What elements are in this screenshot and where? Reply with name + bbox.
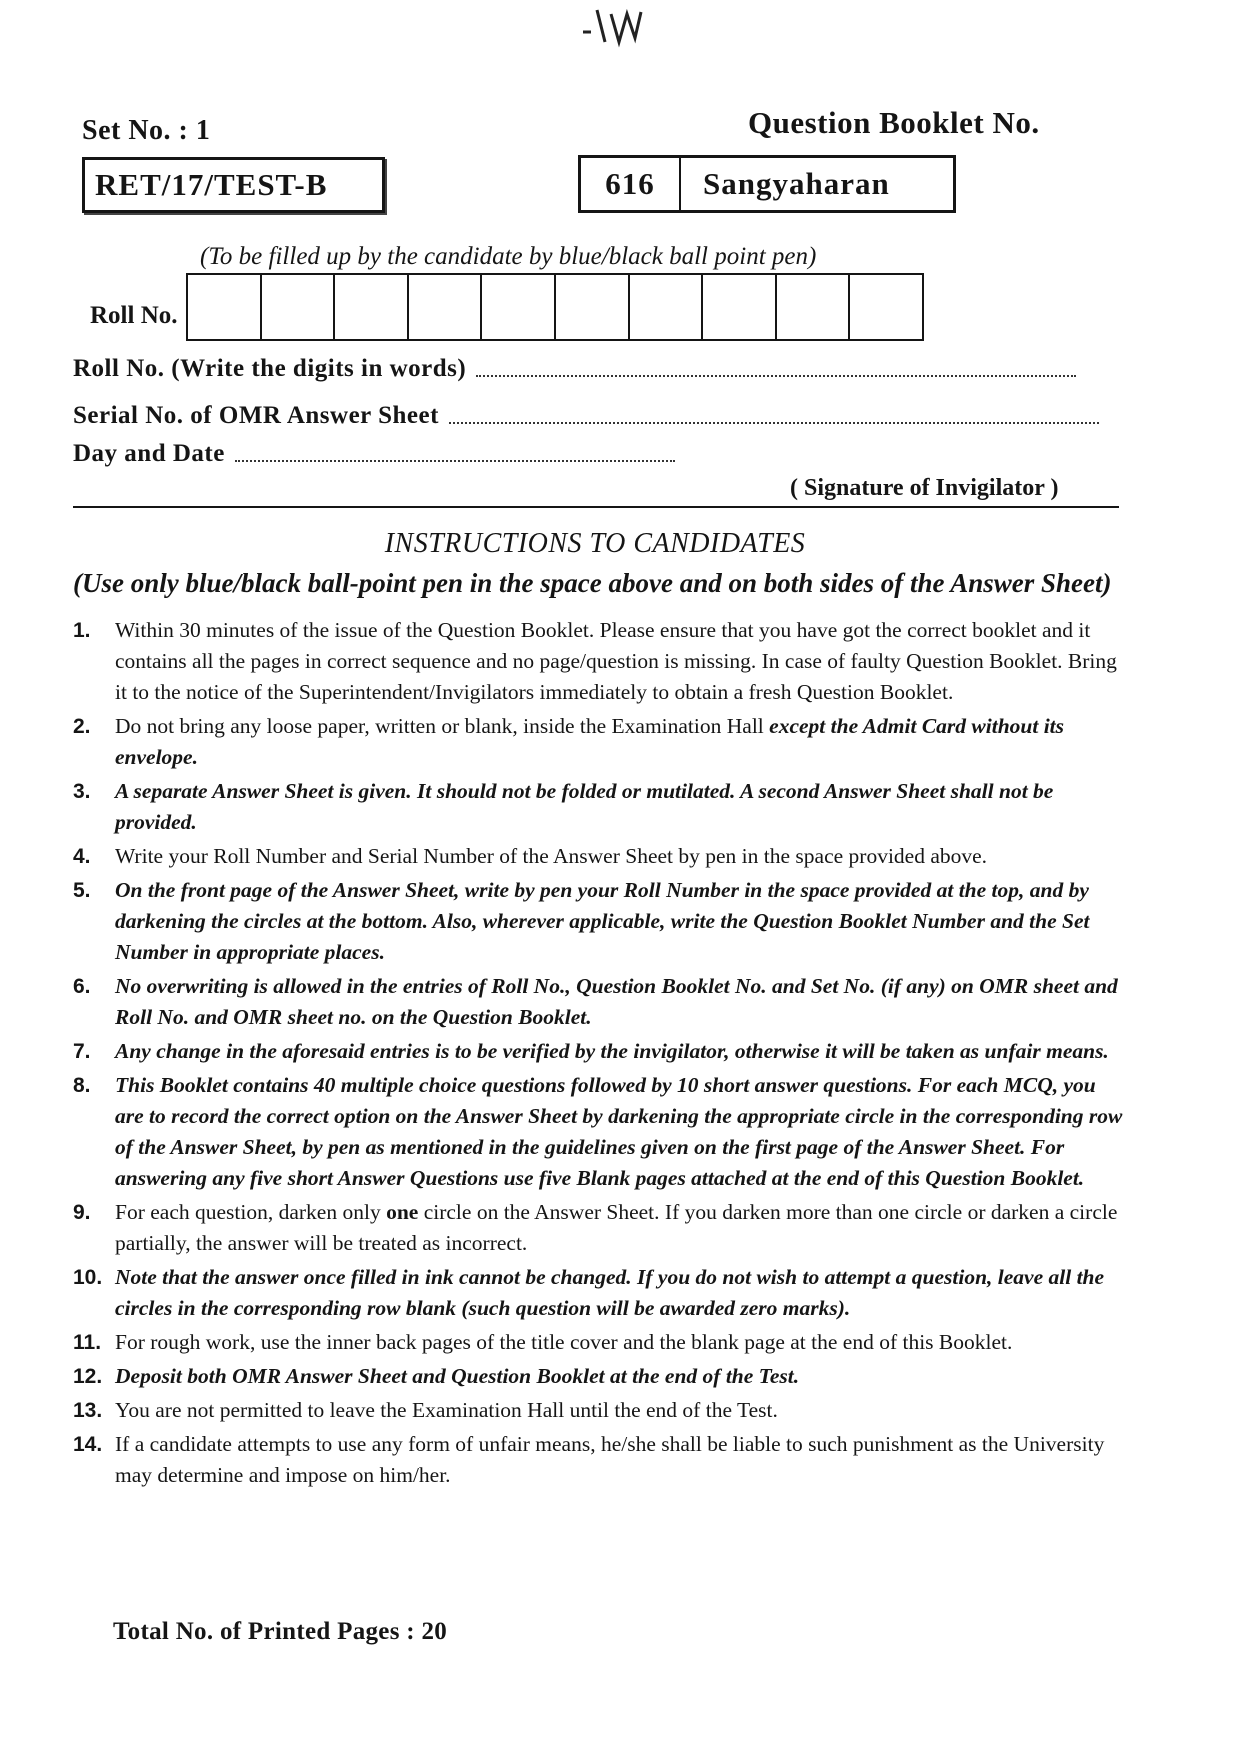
total-printed-pages: Total No. of Printed Pages : 20: [113, 1618, 448, 1645]
day-date-line[interactable]: [235, 460, 675, 462]
instruction-item: 8. This Booklet contains 40 multiple choice questions followed by 10 short answer questions. For each MCQ, you are to record the correct option on the Answer Sheet by darkening the appropriate circle in the corresponding row of the Answer Sheet, by pen as mentioned in the guidelines given on the first page of the Answer Sheet. For answering any five short Answer Questions use five Blank pages attached at the end of this Question Booklet.: [73, 1073, 1123, 1190]
roll-no-words-label: Roll No. (Write the digits in words): [73, 355, 467, 382]
roll-digit-box[interactable]: [262, 275, 336, 339]
question-booklet-label: Question Booklet No.: [748, 105, 1040, 140]
day-date-label: Day and Date: [73, 440, 225, 467]
day-date-field: [73, 440, 675, 468]
roll-digit-box[interactable]: [630, 275, 704, 339]
instruction-item: 11. For rough work, use the inner back pages of the title cover and the blank page at the end of this Booklet.: [73, 1330, 1013, 1354]
booklet-number: 616: [581, 158, 681, 210]
roll-digit-box[interactable]: [850, 275, 922, 339]
instruction-item: 6. No overwriting is allowed in the entries of Roll No., Question Booklet No. and Set No. (if any) on OMR sheet and Roll No. and OMR sheet no. on the Question Booklet.: [73, 974, 1118, 1029]
divider: [73, 506, 1119, 508]
instruction-item: 13. You are not permitted to leave the Examination Hall until the end of the Test.: [73, 1398, 778, 1422]
instruction-item: 2. Do not bring any loose paper, written or blank, inside the Examination Hall except the Admit Card without its envelope.: [73, 714, 1065, 769]
roll-no-boxes[interactable]: [186, 273, 924, 341]
roll-digit-box[interactable]: [482, 275, 556, 339]
omr-serial-label: Serial No. of OMR Answer Sheet: [73, 402, 439, 429]
instruction-item: 4. Write your Roll Number and Serial Number of the Answer Sheet by pen in the space provided above.: [73, 844, 988, 868]
instruction-item: 5. On the front page of the Answer Sheet, write by pen your Roll Number in the space provided at the top, and by darkening the circles at the bottom. Also, wherever applicable, write the Question Booklet Number and the Set Number in appropriate places.: [73, 878, 1090, 964]
handwritten-mark: [575, 2, 655, 52]
instruction-item: 9. For each question, darken only one circle on the Answer Sheet. If you darken more than one circle or darken a circle partially, the answer will be treated as incorrect.: [73, 1200, 1118, 1255]
instruction-item: 14. If a candidate attempts to use any form of unfair means, he/she shall be liable to such punishment as the University may determine and impose on him/her.: [73, 1432, 1105, 1487]
roll-digit-box[interactable]: [703, 275, 777, 339]
subject-name: Sangyaharan: [703, 166, 890, 201]
instructions-title: INSTRUCTIONS TO CANDIDATES: [384, 528, 806, 559]
roll-digit-box[interactable]: [188, 275, 262, 339]
instruction-item: 12. Deposit both OMR Answer Sheet and Question Booklet at the end of the Test.: [73, 1364, 800, 1388]
instruction-item: 1. Within 30 minutes of the issue of the Question Booklet. Please ensure that you have got the correct booklet and it contains all the pages in correct sequence and no page/question is missing. In case of faulty Question Booklet. Bring it to the notice of the Superintendent/Invigilators immediately to obtain a fresh Question Booklet.: [73, 618, 1117, 704]
instructions-subtitle: (Use only blue/black ball-point pen in the space above and on both sides of the Answer Sheet): [73, 568, 1112, 598]
instruction-item: 3. A separate Answer Sheet is given. It should not be folded or mutilated. A second Answer Sheet shall not be provided.: [73, 779, 1054, 834]
roll-digit-box[interactable]: [409, 275, 483, 339]
fill-note: (To be filled up by the candidate by blue/black ball point pen): [200, 243, 817, 270]
roll-digit-box[interactable]: [556, 275, 630, 339]
instruction-item: 10. Note that the answer once filled in ink cannot be changed. If you do not wish to attempt a question, leave all the circles in the corresponding row blank (such question will be awarded zero marks).: [73, 1265, 1105, 1320]
instruction-list: [73, 615, 1125, 1494]
set-number: Set No. : 1: [82, 115, 211, 146]
omr-serial-line[interactable]: [449, 422, 1099, 424]
test-code-box: RET/17/TEST-B: [82, 157, 385, 213]
roll-no-words-field: [73, 355, 1076, 383]
roll-digit-box[interactable]: [777, 275, 851, 339]
roll-no-words-line[interactable]: [476, 375, 1076, 377]
roll-digit-box[interactable]: [335, 275, 409, 339]
omr-serial-field: [73, 402, 1099, 430]
instruction-item: 7. Any change in the aforesaid entries is to be verified by the invigilator, otherwise it will be taken as unfair means.: [73, 1039, 1109, 1063]
booklet-number-box: [578, 155, 956, 213]
roll-no-label: Roll No.: [90, 302, 178, 329]
invigilator-signature-label: ( Signature of Invigilator ): [790, 475, 1059, 501]
